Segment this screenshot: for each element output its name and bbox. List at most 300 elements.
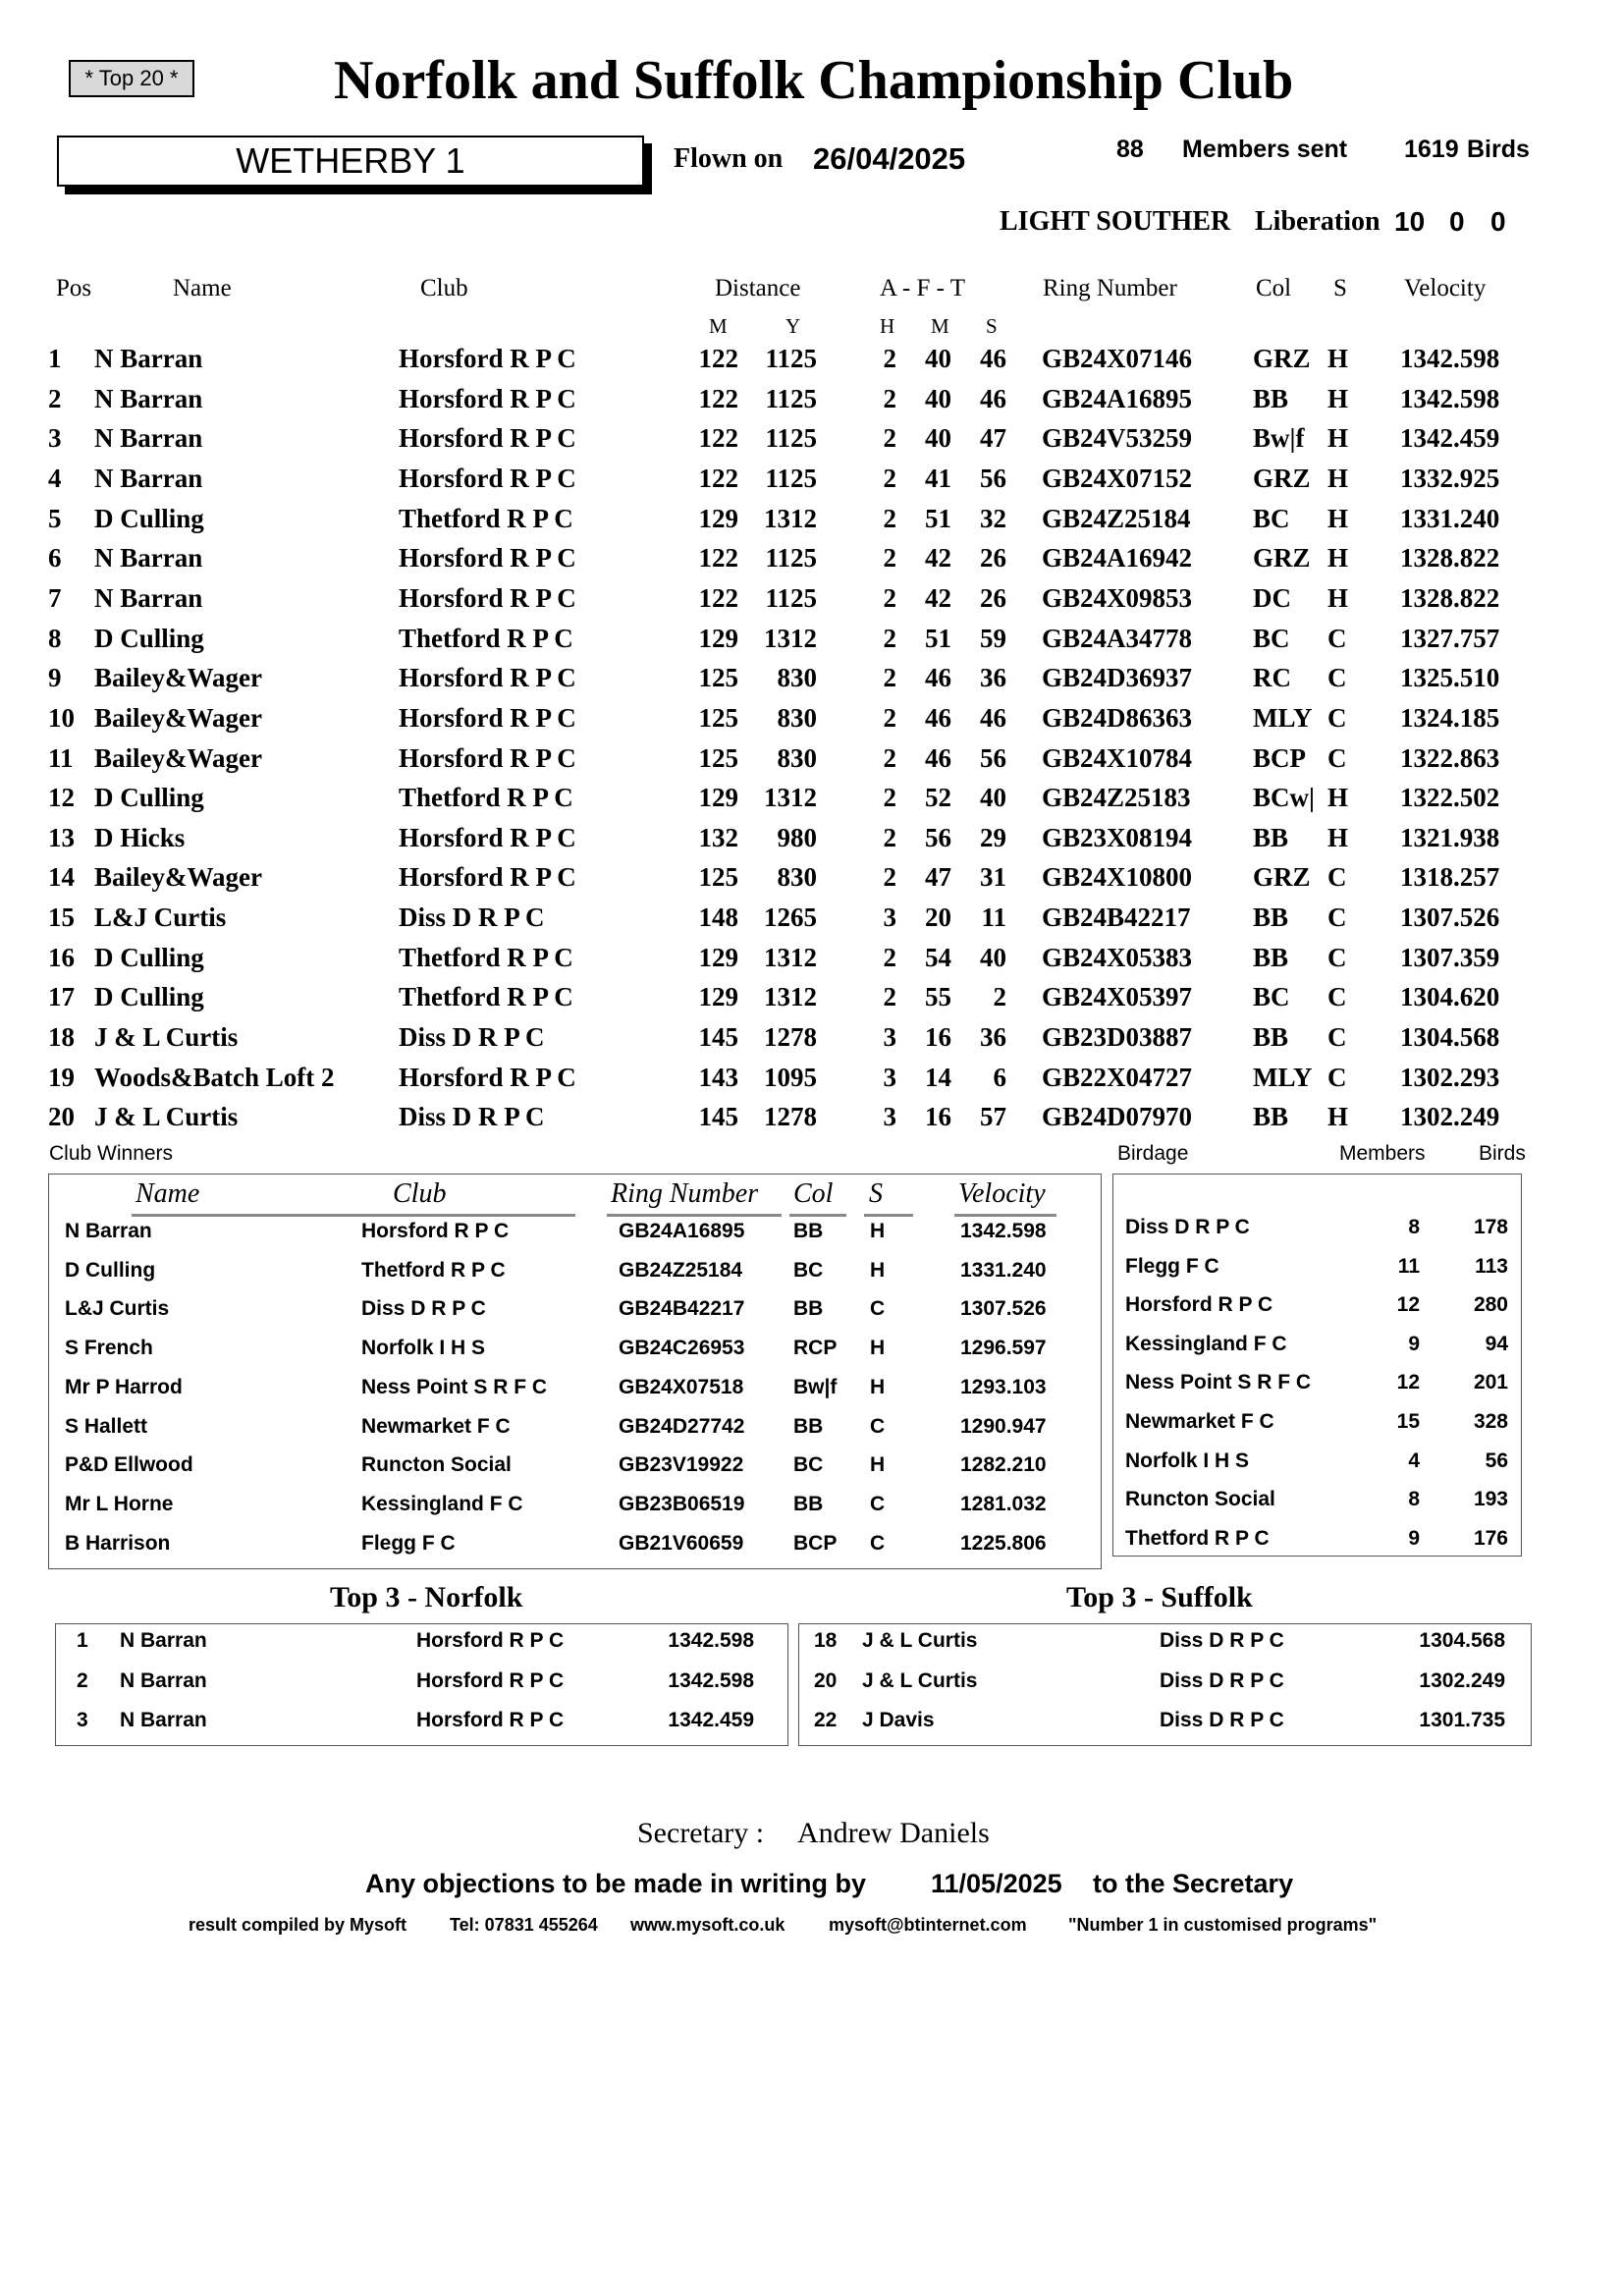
- result-velocity: 1322.863: [1400, 742, 1500, 773]
- result-hours: 2: [883, 822, 896, 852]
- result-pos: 13: [48, 822, 75, 852]
- top3-suffolk-name: J & L Curtis: [862, 1668, 978, 1692]
- result-yards: 1125: [765, 582, 817, 613]
- result-sex: H: [1327, 423, 1349, 454]
- result-pos: 12: [48, 783, 75, 813]
- result-colour: BB: [1253, 822, 1289, 852]
- result-minutes: 51: [925, 623, 951, 653]
- top3-norfolk-pos: 2: [77, 1668, 88, 1692]
- result-seconds: 46: [980, 383, 1006, 413]
- result-name: J & L Curtis: [94, 1102, 239, 1132]
- cw-sex: C: [870, 1492, 886, 1515]
- result-name: D Culling: [94, 783, 204, 813]
- birdage-members: 12: [1396, 1371, 1420, 1394]
- birdage-row: [0, 1410, 1624, 1449]
- result-pos: 10: [48, 702, 75, 733]
- result-seconds: 32: [980, 503, 1006, 533]
- cw-velocity: 1225.806: [960, 1531, 1047, 1555]
- result-sex: H: [1327, 503, 1349, 533]
- result-name: J & L Curtis: [94, 1022, 239, 1053]
- result-row: [0, 624, 1624, 664]
- result-hours: 2: [883, 942, 896, 972]
- result-miles: 132: [698, 822, 738, 852]
- result-sex: C: [1327, 702, 1347, 733]
- result-minutes: 47: [925, 862, 951, 893]
- cw-name: S Hallett: [65, 1414, 148, 1438]
- result-ring: GB24D86363: [1042, 702, 1193, 733]
- result-velocity: 1342.459: [1400, 423, 1500, 454]
- result-name: N Barran: [94, 543, 203, 574]
- col-velocity: Velocity: [1404, 275, 1487, 301]
- result-name: Bailey&Wager: [94, 742, 262, 773]
- result-velocity: 1307.526: [1400, 902, 1500, 933]
- result-row: [0, 423, 1624, 464]
- result-yards: 1278: [764, 1102, 817, 1132]
- result-name: N Barran: [94, 463, 203, 493]
- cw-colour: BC: [793, 1258, 824, 1282]
- birdage-birds: 176: [1473, 1526, 1508, 1550]
- cw-club: Diss D R P C: [361, 1297, 486, 1321]
- birdage-row: [0, 1293, 1624, 1333]
- birdage-row: [0, 1216, 1624, 1255]
- result-minutes: 46: [925, 702, 951, 733]
- result-colour: RC: [1253, 663, 1291, 693]
- result-yards: 830: [777, 663, 817, 693]
- result-colour: BB: [1253, 902, 1289, 933]
- objections-label: Any objections to be made in writing by: [365, 1869, 867, 1898]
- result-sex: H: [1327, 344, 1349, 373]
- result-pos: 4: [48, 463, 62, 493]
- birdage-row: [0, 1255, 1624, 1294]
- result-hours: 2: [883, 862, 896, 893]
- top3-suffolk-club: Diss D R P C: [1160, 1709, 1284, 1731]
- top3-suffolk-row: [0, 1709, 1624, 1749]
- result-colour: MLY: [1253, 1062, 1313, 1092]
- result-colour: BB: [1253, 383, 1289, 413]
- result-hours: 2: [883, 663, 896, 693]
- result-colour: GRZ: [1253, 543, 1311, 574]
- result-pos: 19: [48, 1062, 75, 1092]
- result-sex: C: [1327, 742, 1347, 773]
- birdage-birds: 328: [1473, 1410, 1508, 1433]
- top3-suffolk-velocity: 1302.249: [1419, 1668, 1505, 1692]
- result-row: [0, 543, 1624, 583]
- birdage-row: [0, 1371, 1624, 1410]
- result-ring: GB24X05397: [1042, 982, 1193, 1012]
- top3-norfolk-title: Top 3 - Norfolk: [330, 1581, 523, 1613]
- result-sex: H: [1327, 463, 1349, 493]
- cw-club: Norfolk I H S: [361, 1337, 486, 1360]
- result-minutes: 16: [925, 1102, 951, 1132]
- result-seconds: 2: [993, 982, 1006, 1012]
- cw-col-club: Club: [393, 1178, 447, 1209]
- result-miles: 122: [698, 463, 738, 493]
- result-velocity: 1331.240: [1400, 503, 1500, 533]
- result-ring: GB24X07146: [1042, 344, 1193, 373]
- result-minutes: 46: [925, 742, 951, 773]
- result-yards: 1125: [765, 463, 817, 493]
- cw-velocity: 1331.240: [960, 1258, 1047, 1282]
- result-pos: 8: [48, 623, 62, 653]
- cw-club: Flegg F C: [361, 1531, 456, 1555]
- result-ring: GB24Z25183: [1042, 783, 1191, 813]
- col-yards: Y: [785, 314, 801, 338]
- result-velocity: 1304.568: [1400, 1022, 1500, 1053]
- cw-sex: H: [870, 1453, 886, 1477]
- result-yards: 1125: [765, 423, 817, 454]
- result-sex: C: [1327, 663, 1347, 693]
- result-club: Horsford R P C: [399, 742, 576, 773]
- result-miles: 122: [698, 582, 738, 613]
- col-club: Club: [420, 275, 468, 301]
- result-miles: 129: [698, 942, 738, 972]
- result-yards: 980: [777, 822, 817, 852]
- col-aft: A - F - T: [880, 275, 966, 301]
- birdage-members: 8: [1408, 1488, 1420, 1511]
- result-ring: GB24A16895: [1042, 383, 1193, 413]
- result-club: Thetford R P C: [399, 503, 573, 533]
- liberation-hour: 10: [1394, 206, 1426, 237]
- result-club: Horsford R P C: [399, 344, 576, 373]
- result-colour: GRZ: [1253, 862, 1311, 893]
- cw-ring: GB24X07518: [619, 1375, 744, 1398]
- birdage-row: [0, 1527, 1624, 1566]
- result-hours: 2: [883, 982, 896, 1012]
- result-sex: H: [1327, 543, 1349, 574]
- birds-label: Birds: [1467, 136, 1530, 163]
- result-ring: GB24A16942: [1042, 543, 1193, 574]
- result-club: Thetford R P C: [399, 942, 573, 972]
- top3-norfolk-pos: 1: [77, 1629, 88, 1652]
- cw-velocity: 1290.947: [960, 1414, 1047, 1438]
- birds-count: 1619: [1404, 136, 1459, 163]
- result-row: [0, 823, 1624, 863]
- birdage-club: Flegg F C: [1125, 1254, 1219, 1278]
- result-pos: 20: [48, 1102, 75, 1132]
- result-miles: 122: [698, 344, 738, 373]
- result-ring: GB24X07152: [1042, 463, 1193, 493]
- result-row: [0, 862, 1624, 902]
- result-name: L&J Curtis: [94, 902, 227, 933]
- result-hours: 2: [883, 623, 896, 653]
- result-minutes: 40: [925, 383, 951, 413]
- result-hours: 2: [883, 383, 896, 413]
- top3-suffolk-row: [0, 1629, 1624, 1669]
- result-ring: GB22X04727: [1042, 1062, 1193, 1092]
- top3-norfolk-velocity: 1342.459: [668, 1709, 754, 1731]
- cw-sex: C: [870, 1531, 886, 1555]
- cw-sex: H: [870, 1258, 886, 1282]
- top3-suffolk-club: Diss D R P C: [1160, 1629, 1284, 1652]
- cw-name: P&D Ellwood: [65, 1453, 193, 1477]
- race-name: WETHERBY 1: [236, 140, 465, 181]
- birdage-members-label: Members: [1339, 1142, 1426, 1165]
- result-miles: 143: [698, 1062, 738, 1092]
- result-pos: 7: [48, 582, 62, 613]
- cw-sex: H: [870, 1375, 886, 1398]
- top3-suffolk-pos: 18: [814, 1629, 838, 1652]
- result-miles: 125: [698, 862, 738, 893]
- result-pos: 1: [48, 344, 62, 373]
- result-colour: Bw|f: [1253, 423, 1305, 454]
- result-miles: 129: [698, 503, 738, 533]
- result-hours: 3: [883, 902, 896, 933]
- result-pos: 14: [48, 862, 75, 893]
- result-yards: 1125: [765, 543, 817, 574]
- result-minutes: 16: [925, 1022, 951, 1053]
- email-link: mysoft@btinternet.com: [829, 1915, 1027, 1935]
- result-sex: C: [1327, 1022, 1347, 1053]
- result-minutes: 52: [925, 783, 951, 813]
- result-seconds: 46: [980, 702, 1006, 733]
- result-row: [0, 1102, 1624, 1142]
- result-club: Diss D R P C: [399, 1102, 545, 1132]
- result-velocity: 1302.293: [1400, 1062, 1500, 1092]
- birdage-club: Runcton Social: [1125, 1488, 1275, 1511]
- result-pos: 2: [48, 383, 62, 413]
- top3-norfolk-club: Horsford R P C: [416, 1629, 565, 1652]
- birdage-members: 9: [1408, 1526, 1420, 1550]
- result-miles: 129: [698, 982, 738, 1012]
- result-yards: 830: [777, 702, 817, 733]
- cw-ring: GB23B06519: [619, 1492, 745, 1515]
- result-ring: GB24D07970: [1042, 1102, 1193, 1132]
- result-sex: C: [1327, 942, 1347, 972]
- result-name: N Barran: [94, 423, 203, 454]
- result-pos: 17: [48, 982, 75, 1012]
- top3-norfolk-pos: 3: [77, 1709, 88, 1731]
- top3-norfolk-club: Horsford R P C: [416, 1709, 565, 1731]
- result-colour: BB: [1253, 1022, 1289, 1053]
- result-ring: GB24X10800: [1042, 862, 1193, 893]
- result-ring: GB23X08194: [1042, 822, 1193, 852]
- cw-velocity: 1342.598: [960, 1220, 1047, 1242]
- result-hours: 2: [883, 783, 896, 813]
- result-row: [0, 663, 1624, 703]
- website-link: www.mysoft.co.uk: [630, 1915, 785, 1935]
- cw-name: D Culling: [65, 1258, 156, 1282]
- cw-name: L&J Curtis: [65, 1297, 170, 1321]
- col-hours: H: [880, 314, 895, 338]
- top3-norfolk-name: N Barran: [120, 1709, 207, 1731]
- objections-date: 11/05/2025: [931, 1869, 1062, 1898]
- birdage-birds-label: Birds: [1479, 1142, 1526, 1165]
- flown-label: Flown on: [674, 143, 784, 174]
- cw-club: Runcton Social: [361, 1453, 512, 1477]
- birdage-row: [0, 1488, 1624, 1527]
- col-miles: M: [709, 314, 728, 338]
- result-row: [0, 1063, 1624, 1103]
- cw-col-colour: Col: [793, 1178, 834, 1209]
- birdage-club: Horsford R P C: [1125, 1293, 1273, 1317]
- cw-col-name: Name: [135, 1178, 200, 1209]
- top3-norfolk-name: N Barran: [120, 1629, 207, 1652]
- result-sex: C: [1327, 623, 1347, 653]
- cw-col-ring: Ring Number: [611, 1178, 759, 1209]
- birdage-birds: 94: [1485, 1332, 1508, 1355]
- result-miles: 129: [698, 783, 738, 813]
- compiled-by: result compiled by Mysoft: [189, 1915, 407, 1935]
- result-velocity: 1318.257: [1400, 862, 1500, 893]
- birdage-members: 8: [1408, 1216, 1420, 1238]
- result-minutes: 56: [925, 822, 951, 852]
- result-ring: GB24A34778: [1042, 623, 1193, 653]
- result-yards: 1265: [764, 902, 817, 933]
- result-minutes: 14: [925, 1062, 951, 1092]
- cw-colour: BB: [793, 1297, 824, 1321]
- result-yards: 1312: [764, 982, 817, 1012]
- cw-ring: GB23V19922: [619, 1453, 744, 1477]
- flown-date: 26/04/2025: [813, 141, 966, 176]
- result-colour: GRZ: [1253, 344, 1311, 373]
- result-row: [0, 703, 1624, 743]
- cw-club: Ness Point S R F C: [361, 1375, 548, 1398]
- result-seconds: 6: [993, 1062, 1006, 1092]
- result-colour: BC: [1253, 982, 1290, 1012]
- result-velocity: 1327.757: [1400, 623, 1500, 653]
- result-sex: C: [1327, 902, 1347, 933]
- result-pos: 15: [48, 902, 75, 933]
- result-colour: GRZ: [1253, 463, 1311, 493]
- result-club: Horsford R P C: [399, 822, 576, 852]
- result-sex: H: [1327, 1102, 1349, 1132]
- result-row: [0, 743, 1624, 784]
- result-pos: 11: [48, 742, 74, 773]
- cw-club: Newmarket F C: [361, 1414, 511, 1438]
- result-colour: BC: [1253, 623, 1290, 653]
- cw-ring: GB24C26953: [619, 1337, 745, 1360]
- result-seconds: 36: [980, 663, 1006, 693]
- result-seconds: 57: [980, 1102, 1006, 1132]
- result-club: Diss D R P C: [399, 902, 545, 933]
- result-row: [0, 344, 1624, 384]
- result-miles: 125: [698, 742, 738, 773]
- result-seconds: 59: [980, 623, 1006, 653]
- result-hours: 3: [883, 1102, 896, 1132]
- slogan: "Number 1 in customised programs": [1068, 1915, 1378, 1935]
- cw-velocity: 1307.526: [960, 1297, 1047, 1321]
- result-pos: 5: [48, 503, 62, 533]
- result-hours: 2: [883, 503, 896, 533]
- top3-suffolk-title: Top 3 - Suffolk: [1066, 1581, 1253, 1613]
- top3-suffolk-name: J Davis: [862, 1709, 935, 1731]
- result-velocity: 1342.598: [1400, 344, 1500, 373]
- result-yards: 1125: [765, 344, 817, 373]
- result-minutes: 40: [925, 344, 951, 373]
- result-yards: 830: [777, 862, 817, 893]
- telephone: Tel: 07831 455264: [450, 1915, 598, 1935]
- result-club: Horsford R P C: [399, 1062, 576, 1092]
- result-club: Horsford R P C: [399, 862, 576, 893]
- birdage-club: Thetford R P C: [1125, 1526, 1270, 1550]
- birdage-club: Newmarket F C: [1125, 1410, 1274, 1433]
- birdage-birds: 280: [1473, 1293, 1508, 1317]
- result-ring: GB24X05383: [1042, 942, 1193, 972]
- result-velocity: 1322.502: [1400, 783, 1500, 813]
- cw-club: Horsford R P C: [361, 1220, 510, 1242]
- cw-ring: GB24A16895: [619, 1220, 745, 1242]
- result-name: D Hicks: [94, 822, 186, 852]
- birdage-club: Norfolk I H S: [1125, 1449, 1250, 1472]
- top3-suffolk-club: Diss D R P C: [1160, 1668, 1284, 1692]
- result-club: Horsford R P C: [399, 463, 576, 493]
- result-seconds: 47: [980, 423, 1006, 454]
- result-hours: 3: [883, 1022, 896, 1053]
- result-sex: C: [1327, 982, 1347, 1012]
- cw-ring: GB21V60659: [619, 1531, 744, 1555]
- cw-colour: Bw|f: [793, 1375, 838, 1398]
- result-yards: 1278: [764, 1022, 817, 1053]
- result-hours: 2: [883, 423, 896, 454]
- cw-sex: C: [870, 1414, 886, 1438]
- top3-norfolk-velocity: 1342.598: [668, 1629, 754, 1652]
- birdage-members: 15: [1396, 1410, 1420, 1433]
- result-minutes: 54: [925, 942, 951, 972]
- top3-suffolk-row: [0, 1669, 1624, 1710]
- result-colour: BCw|: [1253, 783, 1315, 813]
- result-colour: DC: [1253, 582, 1291, 613]
- col-seconds: S: [986, 314, 998, 338]
- cw-name: Mr L Horne: [65, 1492, 174, 1515]
- cw-velocity: 1281.032: [960, 1492, 1047, 1515]
- cw-colour: RCP: [793, 1337, 838, 1360]
- result-minutes: 41: [925, 463, 951, 493]
- cw-colour: BB: [793, 1492, 824, 1515]
- result-miles: 125: [698, 663, 738, 693]
- cw-sex: H: [870, 1220, 886, 1242]
- result-velocity: 1302.249: [1400, 1102, 1500, 1132]
- result-row: [0, 464, 1624, 504]
- birdage-row: [0, 1333, 1624, 1372]
- top3-norfolk-club: Horsford R P C: [416, 1668, 565, 1692]
- members-count: 88: [1116, 136, 1144, 163]
- result-row: [0, 982, 1624, 1022]
- birdage-members: 11: [1397, 1254, 1420, 1278]
- result-row: [0, 943, 1624, 983]
- objections-tail: to the Secretary: [1093, 1869, 1294, 1898]
- birdage-birds: 178: [1473, 1216, 1508, 1238]
- result-hours: 2: [883, 702, 896, 733]
- result-minutes: 51: [925, 503, 951, 533]
- liberation-label: Liberation: [1255, 206, 1380, 237]
- result-row: [0, 1022, 1624, 1063]
- liberation-minute: 0: [1449, 206, 1465, 237]
- top3-suffolk-velocity: 1304.568: [1419, 1629, 1505, 1652]
- result-ring: GB24B42217: [1042, 902, 1191, 933]
- result-ring: GB24Z25184: [1042, 503, 1191, 533]
- result-yards: 1095: [764, 1062, 817, 1092]
- result-seconds: 40: [980, 942, 1006, 972]
- cw-name: N Barran: [65, 1220, 152, 1242]
- result-hours: 2: [883, 344, 896, 373]
- result-ring: GB24V53259: [1042, 423, 1193, 454]
- col-pos: Pos: [56, 275, 92, 301]
- birdage-members: 12: [1396, 1293, 1420, 1317]
- cw-ring: GB24B42217: [619, 1297, 745, 1321]
- result-row: [0, 504, 1624, 544]
- result-name: Woods&Batch Loft 2: [94, 1062, 335, 1092]
- birdage-club: Kessingland F C: [1125, 1332, 1287, 1355]
- result-seconds: 40: [980, 783, 1006, 813]
- result-colour: BB: [1253, 1102, 1289, 1132]
- cw-sex: C: [870, 1297, 886, 1321]
- cw-velocity: 1282.210: [960, 1453, 1047, 1477]
- cw-col-sex: S: [869, 1178, 883, 1209]
- result-sex: C: [1327, 862, 1347, 893]
- result-club: Horsford R P C: [399, 663, 576, 693]
- birdage-birds: 113: [1475, 1254, 1508, 1278]
- result-row: [0, 902, 1624, 943]
